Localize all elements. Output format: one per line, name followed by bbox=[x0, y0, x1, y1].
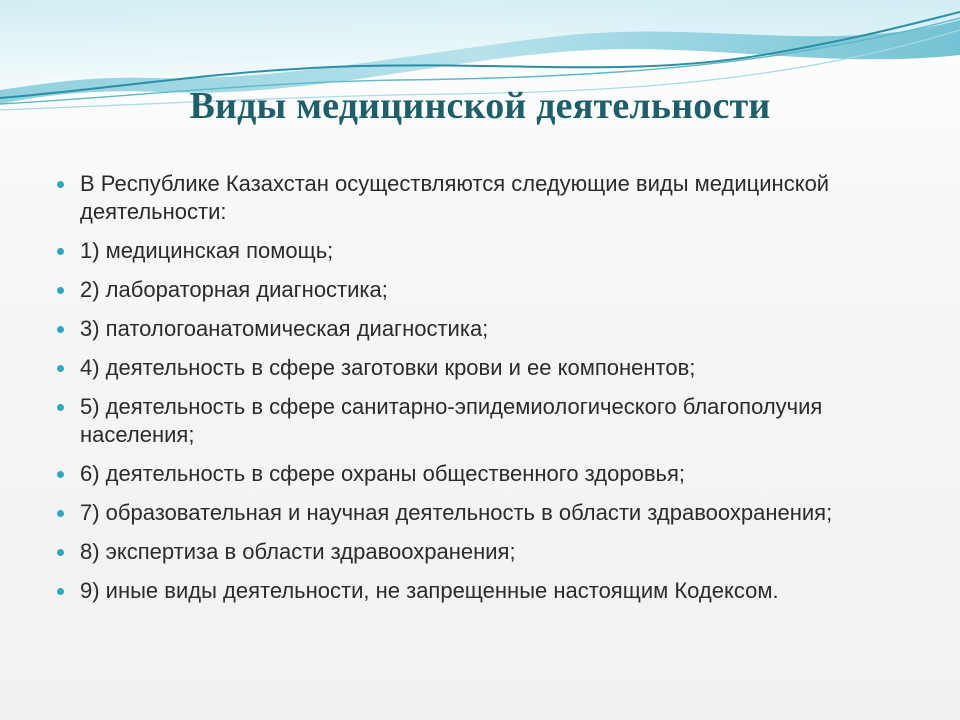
bullet-dot-icon bbox=[57, 181, 64, 188]
list-item bbox=[54, 499, 914, 527]
list-item bbox=[54, 237, 914, 265]
bullet-dot-icon bbox=[57, 365, 64, 372]
bullet-dot-icon bbox=[57, 549, 64, 556]
list-item bbox=[54, 276, 914, 304]
list-item bbox=[54, 577, 914, 605]
list-item bbox=[54, 460, 914, 488]
list-item bbox=[54, 170, 914, 226]
list-item-text: 6) деятельность в сфере охраны общественного здоровья; bbox=[80, 461, 685, 486]
bullet-dot-icon bbox=[57, 248, 64, 255]
list-item-text: 8) экспертиза в области здравоохранения; bbox=[80, 539, 516, 564]
list-item bbox=[54, 354, 914, 382]
list-item bbox=[54, 315, 914, 343]
list-item-text: 5) деятельность в сфере санитарно-эпидемиологического благополучия населения; bbox=[80, 394, 823, 447]
list-item-text: 4) деятельность в сфере заготовки крови и ее компонентов; bbox=[80, 355, 696, 380]
list-item-text: 9) иные виды деятельности, не запрещенные настоящим Кодексом. bbox=[80, 578, 779, 603]
slide-title: Виды медицинской деятельности bbox=[189, 85, 771, 127]
bullet-dot-icon bbox=[57, 287, 64, 294]
list-item-text: 7) образовательная и научная деятельность в области здравоохранения; bbox=[80, 500, 833, 525]
list-item bbox=[54, 393, 914, 449]
list-item-text: 2) лабораторная диагностика; bbox=[80, 277, 388, 302]
bullet-list bbox=[54, 170, 914, 616]
bullet-dot-icon bbox=[57, 471, 64, 478]
list-item-text: 1) медицинская помощь; bbox=[80, 238, 334, 263]
bullet-dot-icon bbox=[57, 588, 64, 595]
bullet-dot-icon bbox=[57, 404, 64, 411]
bullet-dot-icon bbox=[57, 510, 64, 517]
list-item-text: 3) патологоанатомическая диагностика; bbox=[80, 316, 489, 341]
bullet-dot-icon bbox=[57, 326, 64, 333]
list-item-text: В Республике Казахстан осуществляются следующие виды медицинской деятельности: bbox=[80, 171, 830, 224]
list-item bbox=[54, 538, 914, 566]
